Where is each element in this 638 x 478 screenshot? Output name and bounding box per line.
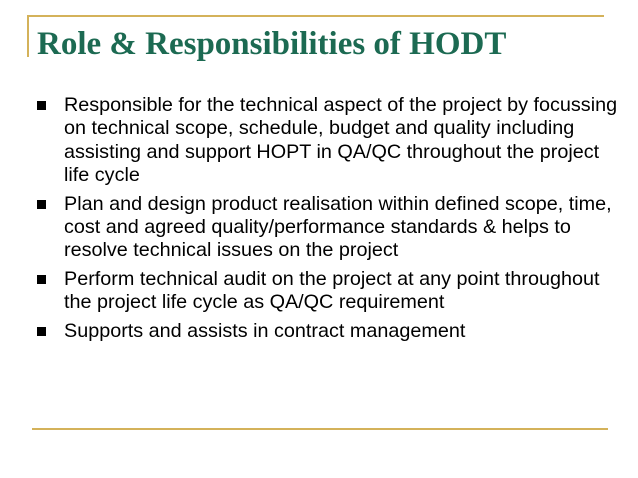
bullet-text: Perform technical audit on the project at any point throughout the project life cycle as QA/QC requirement bbox=[64, 267, 600, 314]
square-bullet-icon bbox=[37, 101, 46, 110]
slide-title: Role & Responsibilities of HODT bbox=[37, 26, 507, 62]
bullet-text: Responsible for the technical aspect of the project by focussing on technical scope, schedule, budget and quality including assisting and support HOPT in QA/QC throughout the project life cycle bbox=[64, 94, 618, 187]
square-bullet-icon bbox=[37, 200, 46, 209]
bullet-item bbox=[36, 193, 621, 263]
left-accent-line bbox=[27, 15, 29, 57]
bullet-text: Supports and assists in contract management bbox=[64, 319, 466, 342]
bullet-item bbox=[36, 320, 621, 343]
bullet-text: Plan and design product realisation within defined scope, time, cost and agreed quality/performance standards & helps to resolve technical issues on the project bbox=[64, 192, 612, 262]
square-bullet-icon bbox=[37, 327, 46, 336]
square-bullet-icon bbox=[37, 275, 46, 284]
bottom-divider bbox=[32, 428, 608, 430]
bullet-list bbox=[36, 94, 621, 343]
bullet-item bbox=[36, 94, 621, 188]
bullet-item bbox=[36, 268, 621, 315]
top-divider bbox=[27, 15, 604, 17]
